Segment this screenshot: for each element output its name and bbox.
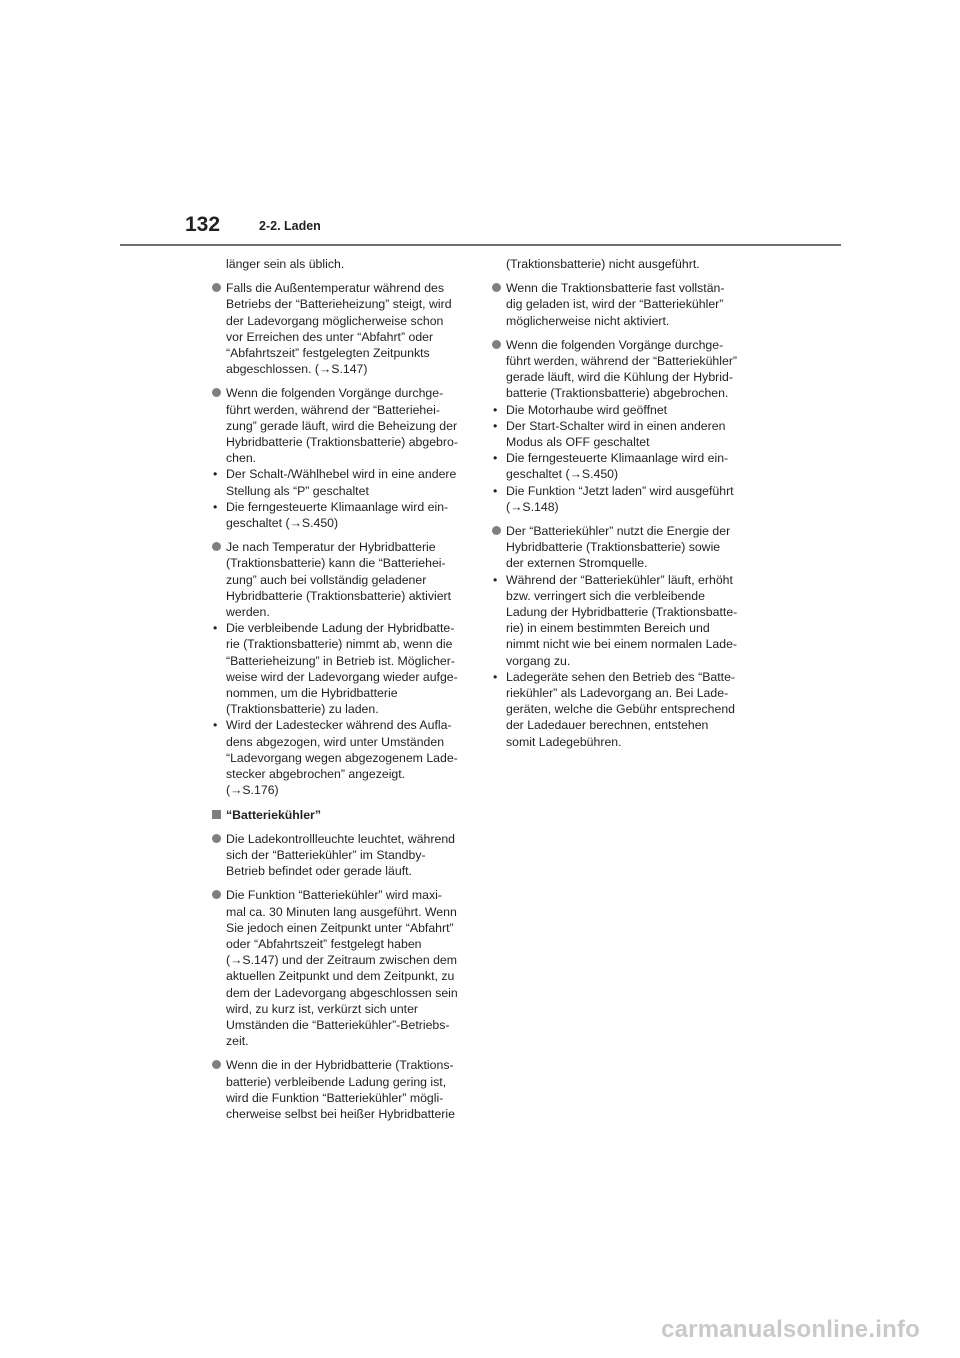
dash-bullet: •	[213, 467, 218, 482]
text-line: Der Start-Schalter wird in einen anderen	[506, 418, 726, 433]
text-line: geschaltet (→S.450)	[506, 467, 619, 482]
text-line: zung” gerade läuft, wird die Beheizung der	[226, 418, 458, 433]
dash-bullet: •	[493, 572, 498, 587]
text-line: Die ferngesteuerte Klimaanlage wird ein-	[506, 451, 729, 466]
text-line: führt werden, während der “Batteriehei-	[226, 402, 440, 417]
text-line: “Abfahrtszeit” festgelegten Zeitpunkts	[226, 346, 430, 361]
text-line: Hybridbatterie (Traktionsbatterie) aktiviert	[226, 588, 452, 603]
text-line: dig geladen ist, wird der “Batteriekühler”	[506, 297, 724, 312]
text-line: Die verbleibende Ladung der Hybridbatte-	[226, 621, 455, 636]
text-line: dens abgezogen, wird unter Umständen	[226, 734, 445, 749]
text-line: oder “Abfahrtszeit” festgelegt haben	[226, 936, 422, 951]
text-line: chen.	[226, 451, 257, 466]
text-line: Sie jedoch einen Zeitpunkt unter “Abfahrt”	[226, 920, 454, 935]
text-line: abgeschlossen. (→S.147)	[226, 362, 368, 377]
text-line: stecker abgebrochen” angezeigt.	[226, 767, 406, 782]
bullet-paragraph	[492, 523, 742, 572]
sub-item	[212, 466, 462, 498]
text-line: Modus als OFF geschaltet	[506, 435, 650, 450]
heading-square-icon	[212, 810, 221, 819]
text-line: (→S.148)	[506, 499, 559, 514]
bullet-circle-icon	[492, 283, 501, 292]
text-line: Stellung als “P” geschaltet	[226, 483, 369, 498]
text-line: dem der Ladevorgang abgeschlossen sein	[226, 985, 458, 1000]
right-column	[492, 256, 742, 750]
text-line: rie) in einem bestimmten Bereich und	[506, 621, 710, 636]
page-number: 132	[185, 213, 221, 236]
text-line: Der Schalt-/Wählhebel wird in eine andere	[226, 467, 457, 482]
dash-bullet: •	[493, 402, 498, 417]
text-line: nimmt nicht wie bei einem normalen Lade-	[506, 637, 738, 652]
sub-item	[492, 450, 742, 482]
text-line: Betriebs der “Batterieheizung” steigt, wird	[226, 297, 452, 312]
bullet-paragraph	[492, 280, 742, 329]
text-line: weise wird der Ladevorgang wieder aufge-	[226, 669, 458, 684]
text-line: Die Ladekontrollleuchte leuchtet, während	[226, 831, 456, 846]
text-line: Hybridbatterie (Traktionsbatterie) abgebro-	[226, 435, 458, 450]
text-line: der externen Stromquelle.	[506, 556, 648, 571]
text-line: wird die Funktion “Batteriekühler” mögli-	[226, 1090, 444, 1105]
section-heading	[212, 807, 462, 823]
bullet-circle-icon	[492, 340, 501, 349]
watermark: carmanualsonline.info	[661, 1316, 920, 1343]
bullet-circle-icon	[212, 283, 221, 292]
text-line: (Traktionsbatterie) kann die “Batteriehei-	[226, 556, 446, 571]
sub-item	[212, 620, 462, 717]
text-line: “Batterieheizung” in Betrieb ist. Möglicher-	[226, 653, 455, 668]
bullet-paragraph	[212, 887, 462, 1049]
text-line: Je nach Temperatur der Hybridbatterie	[226, 540, 436, 555]
text-line: batterie) verbleibende Ladung gering ist,	[226, 1074, 447, 1089]
continuation-paragraph	[492, 256, 742, 272]
text-line: Wird der Ladestecker während des Aufla-	[226, 718, 452, 733]
text-line: Die Funktion “Jetzt laden” wird ausgeführt	[506, 483, 734, 498]
dash-bullet: •	[493, 418, 498, 433]
text-line: wird, zu kurz ist, verkürzt sich unter	[226, 1001, 419, 1016]
text-line: Wenn die in der Hybridbatterie (Traktions-	[226, 1058, 454, 1073]
text-line: Hybridbatterie (Traktionsbatterie) sowie	[506, 540, 721, 555]
text-line: batterie (Traktionsbatterie) abgebrochen.	[506, 386, 729, 401]
bullet-paragraph	[212, 831, 462, 880]
text-line: der Ladedauer berechnen, entstehen	[506, 718, 709, 733]
bullet-paragraph	[492, 337, 742, 402]
text-line: (Traktionsbatterie) zu laden.	[226, 702, 379, 717]
heading-text: “Batteriekühler”	[226, 807, 321, 822]
text-line: Während der “Batteriekühler” läuft, erhöht	[506, 572, 733, 587]
text-line: Ladung der Hybridbatterie (Traktionsbatte-	[506, 605, 738, 620]
text-line: “Ladevorgang wegen abgezogenem Lade-	[226, 750, 458, 765]
text-line: Die Motorhaube wird geöffnet	[506, 402, 668, 417]
sub-item	[492, 483, 742, 515]
text-line: vorgang zu.	[506, 653, 571, 668]
bullet-circle-icon	[212, 542, 221, 551]
bullet-paragraph	[212, 280, 462, 377]
text-line: Umständen die “Batteriekühler”-Betriebs-	[226, 1017, 450, 1032]
bullet-circle-icon	[212, 834, 221, 843]
bullet-circle-icon	[492, 526, 501, 535]
text-line: Wenn die folgenden Vorgänge durchge-	[506, 337, 724, 352]
section-title: 2-2. Laden	[259, 219, 321, 233]
text-line: nommen, um die Hybridbatterie	[226, 686, 398, 701]
text-line: mal ca. 30 Minuten lang ausgeführt. Wenn	[226, 904, 457, 919]
text-line: zung” auch bei vollständig geladener	[226, 572, 427, 587]
text-line: cherweise selbst bei heißer Hybridbatterie	[226, 1106, 455, 1121]
text-line: geschaltet (→S.450)	[226, 516, 339, 531]
sub-item	[492, 418, 742, 450]
dash-bullet: •	[213, 499, 218, 514]
dash-bullet: •	[213, 621, 218, 636]
sub-item	[212, 499, 462, 531]
text-line: führt werden, während der “Batteriekühler”	[506, 354, 738, 369]
continuation-paragraph	[212, 256, 462, 272]
text-line: sich der “Batteriekühler” im Standby-	[226, 847, 426, 862]
text-line: rie (Traktionsbatterie) nimmt ab, wenn die	[226, 637, 453, 652]
text-line: Ladegeräte sehen den Betrieb des “Batte-	[506, 669, 736, 684]
text-line: (→S.147) und der Zeitraum zwischen dem	[226, 953, 458, 968]
text-line: riekühler” als Ladevorgang an. Bei Lade-	[506, 686, 729, 701]
text-line: Falls die Außentemperatur während des	[226, 281, 445, 296]
text-line: Wenn die folgenden Vorgänge durchge-	[226, 386, 444, 401]
sub-item	[492, 402, 742, 418]
text-line: gerade läuft, wird die Kühlung der Hybrid-	[506, 370, 733, 385]
dash-bullet: •	[213, 718, 218, 733]
text-line: geräten, welche die Gebühr entsprechend	[506, 702, 736, 717]
text-line: (Traktionsbatterie) nicht ausgeführt.	[506, 257, 700, 271]
sub-item	[212, 717, 462, 798]
text-line: Der “Batteriekühler” nutzt die Energie der	[506, 524, 731, 539]
text-line: länger sein als üblich.	[226, 257, 345, 271]
text-line: somit Ladegebühren.	[506, 734, 622, 749]
text-line: bzw. verringert sich die verbleibende	[506, 588, 705, 603]
text-line: zeit.	[226, 1034, 249, 1049]
text-line: vor Erreichen des unter “Abfahrt” oder	[226, 329, 434, 344]
dash-bullet: •	[493, 669, 498, 684]
bullet-paragraph	[212, 539, 462, 620]
left-column	[212, 256, 462, 1122]
text-line: (→S.176)	[226, 783, 279, 798]
text-line: möglicherweise nicht aktiviert.	[506, 313, 670, 328]
text-line: aktuellen Zeitpunkt und dem Zeitpunkt, zu	[226, 969, 455, 984]
bullet-paragraph	[212, 385, 462, 466]
bullet-circle-icon	[212, 890, 221, 899]
text-line: Die ferngesteuerte Klimaanlage wird ein-	[226, 499, 449, 514]
text-line: werden.	[226, 605, 270, 620]
text-line: Betrieb befindet oder gerade läuft.	[226, 864, 412, 879]
dash-bullet: •	[493, 483, 498, 498]
sub-item	[492, 572, 742, 669]
bullet-paragraph	[212, 1057, 462, 1122]
text-line: Wenn die Traktionsbatterie fast vollstän-	[506, 281, 725, 296]
text-line: der Ladevorgang möglicherweise schon	[226, 313, 444, 328]
sub-item	[492, 669, 742, 750]
dash-bullet: •	[493, 451, 498, 466]
bullet-circle-icon	[212, 1060, 221, 1069]
text-line: Die Funktion “Batteriekühler” wird maxi-	[226, 888, 442, 903]
header-divider	[120, 244, 841, 246]
bullet-circle-icon	[212, 388, 221, 397]
